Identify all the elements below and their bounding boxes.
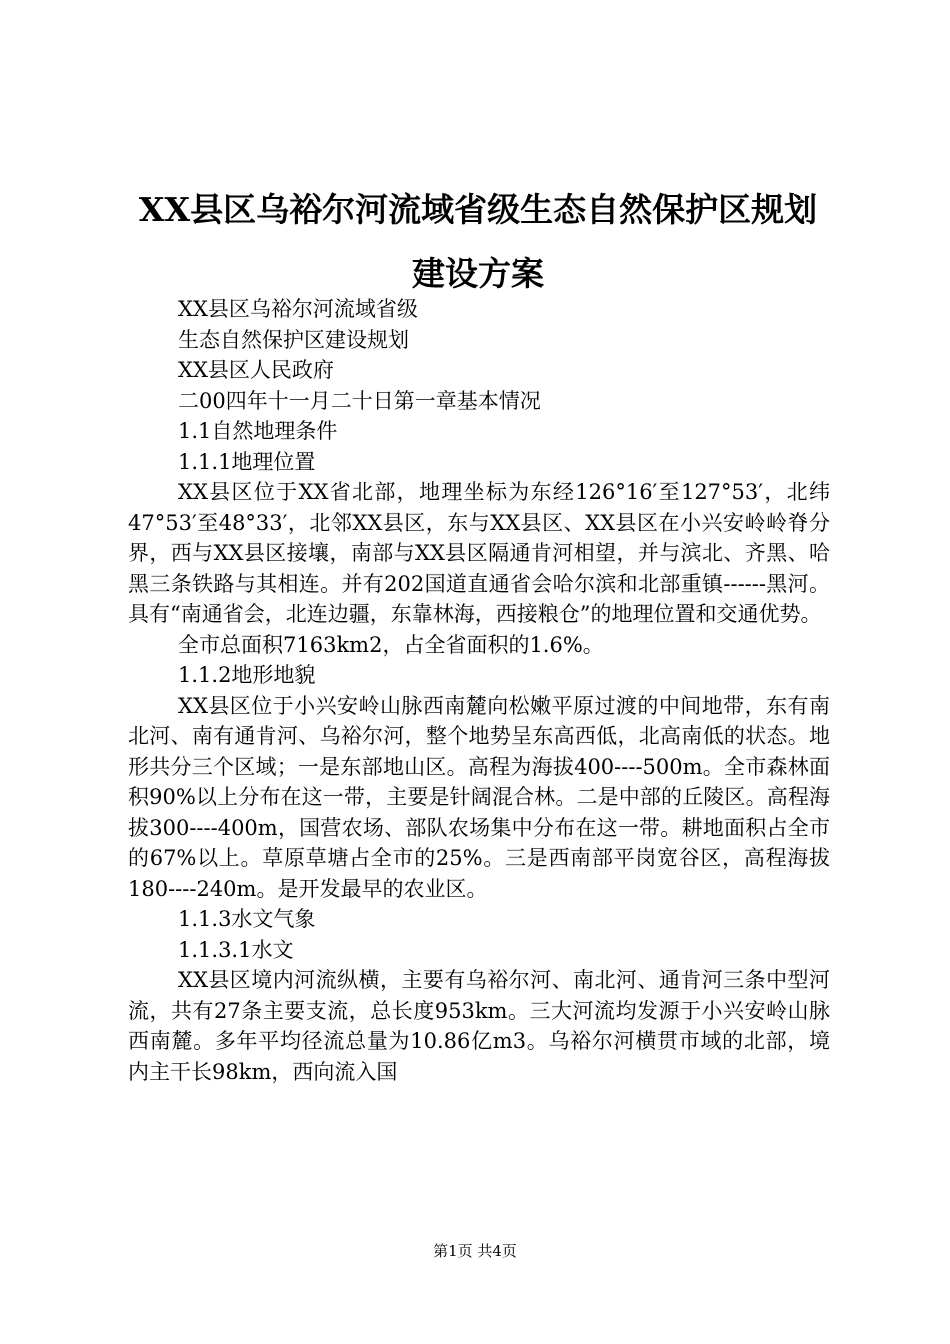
page-footer: 第1页 共4页 (433, 1242, 517, 1260)
paragraph-terrain: XX县区位于小兴安岭山脉西南麓向松嫩平原过渡的中间地带，东有南北河、南有通肯河、乌裕尔河，整个地势呈东高西低，北高南低的状态。地形共分三个区域；一是东部地山区。高程为海拔400----500m。全市森林面积90%以上分布在这一带，主要是针阔混合林。二是中部的丘陵区。高程海拔300----400m，国营农场、部队农场集中分布在这一带。耕地面积占全市的67%以上。草原草塘占全市的25%。三是西南部平岗宽谷区，高程海拔180----240m。是开发最早的农业区。 (128, 693, 830, 901)
section-heading-1-1-3-1: 1.1.3.1水文 (178, 937, 294, 962)
issuer-line: XX县区人民政府 (178, 358, 334, 382)
date-chapter-line: 二00四年十一月二十日第一章基本情况 (178, 388, 541, 413)
area-line: 全市总面积7163km2，占全省面积的1.6%。 (178, 632, 604, 657)
document-title: XX县区乌裕尔河流域省级生态自然保护区规划建设方案 (138, 190, 818, 293)
document-body (128, 294, 830, 1087)
subtitle-line-1: XX县区乌裕尔河流域省级 (178, 297, 418, 321)
section-heading-1-1: 1.1自然地理条件 (178, 419, 338, 443)
section-heading-1-1-1: 1.1.1地理位置 (178, 449, 316, 474)
section-heading-1-1-3: 1.1.3水文气象 (178, 907, 316, 931)
section-heading-1-1-2: 1.1.2地形地貌 (178, 663, 316, 687)
subtitle-line-2: 生态自然保护区建设规划 (178, 327, 409, 352)
paragraph-hydrology: XX县区境内河流纵横，主要有乌裕尔河、南北河、通肯河三条中型河流，共有27条主要支流，总长度953km。三大河流均发源于小兴安岭山脉西南麓。多年平均径流总量为10.86亿m3。乌裕尔河横贯市域的北部，境内主干长98km，西向流入国 (128, 968, 830, 1084)
paragraph-location: XX县区位于XX省北部，地理坐标为东经126°16′至127°53′，北纬47°53′至48°33′，北邻XX县区，东与XX县区、XX县区在小兴安岭岭脊分界，西与XX县区接壤，南部与XX县区隔通肯河相望，并与滨北、齐黑、哈黑三条铁路与其相连。并有202国道直通省会哈尔滨和北部重镇------黑河。具有“南通省会，北连边疆，东靠林海，西接粮仓”的地理位置和交通优势。 (128, 480, 830, 626)
